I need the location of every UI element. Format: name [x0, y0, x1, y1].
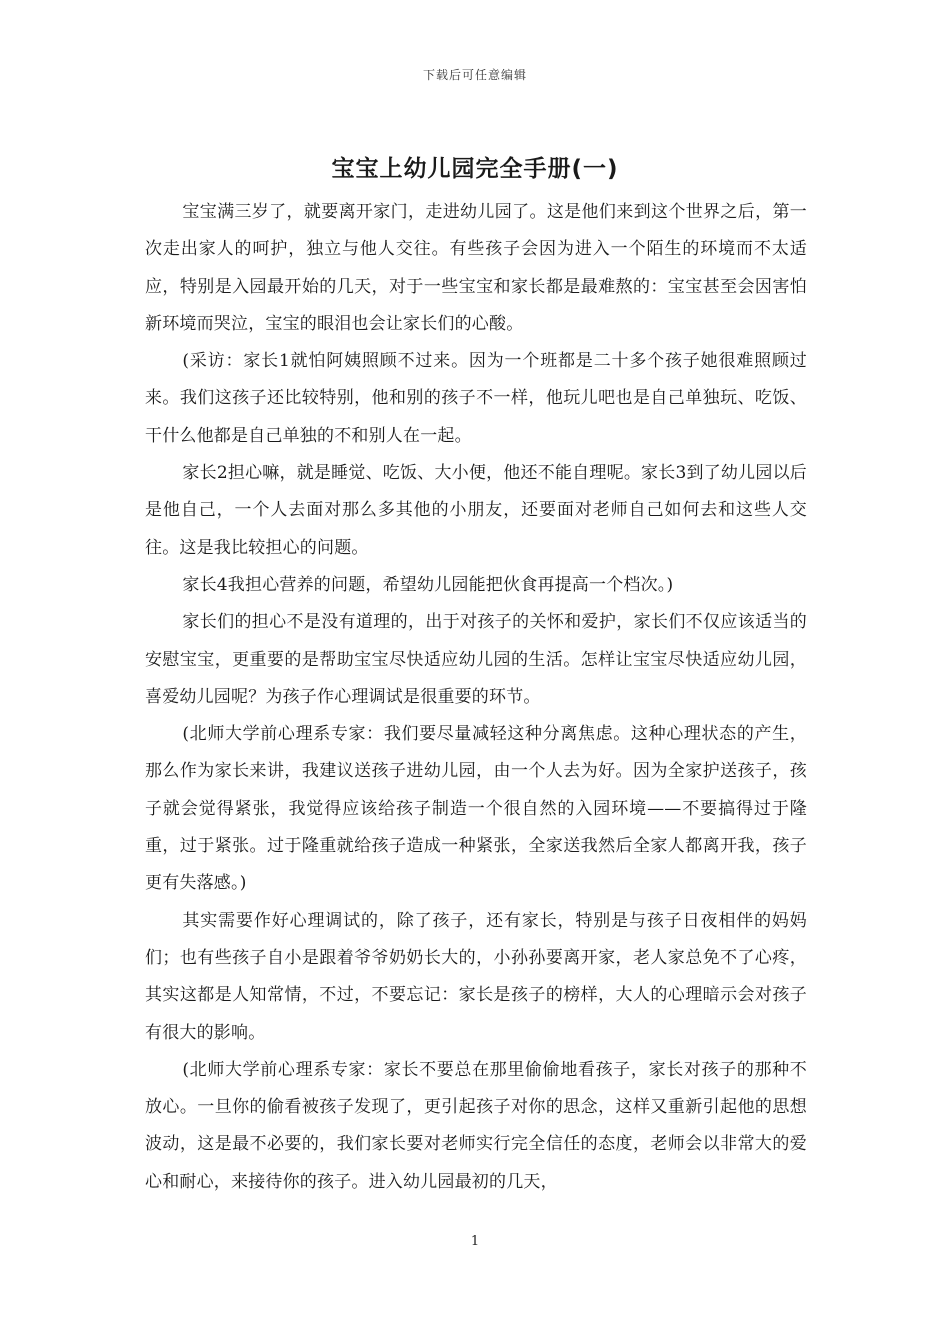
header-note: 下载后可任意编辑 — [422, 68, 527, 82]
page-title: 宝宝上幼儿园完全手册(一) — [331, 156, 619, 182]
paragraph: 其实需要作好心理调试的，除了孩子，还有家长，特别是与孩子日夜相伴的妈妈们；也有些孩子自小是跟着爷爷奶奶长大的，小孙孙要离开家，老人家总免不了心疼，其实这都是人知常情，不过，不要忘记：家长是孩子的榜样，大人的心理暗示会对孩子有很大的影响。 — [145, 910, 807, 1043]
paragraph: 家长们的担心不是没有道理的，出于对孩子的关怀和爱护，家长们不仅应该适当的安慰宝宝，更重要的是帮助宝宝尽快适应幼儿园的生活。怎样让宝宝尽快适应幼儿园，喜爱幼儿园呢？为孩子作心理调试是很重要的环节。 — [145, 612, 807, 707]
paragraph: (北师大学前心理系专家：我们要尽量减轻这种分离焦虑。这种心理状态的产生，那么作为家长来讲，我建议送孩子进幼儿园，由一个人去为好。因为全家护送孩子，孩子就会觉得紧张，我觉得应该给孩子制造一个很自然的入园环境——不要搞得过于隆重，过于紧张。过于隆重就给孩子造成一种紧张，全家送我然后全家人都离开我，孩子更有失落感。) — [145, 724, 807, 894]
page-number: 1 — [470, 1234, 480, 1249]
document-body — [145, 194, 807, 1201]
paragraph: 家长4我担心营养的问题，希望幼儿园能把伙食再提高一个档次。) — [182, 574, 674, 595]
paragraph: (采访：家长1就怕阿姨照顾不过来。因为一个班都是二十多个孩子她很难照顾过来。我们这孩子还比较特别，他和别的孩子不一样，他玩儿吧也是自己单独玩、吃饭、干什么他都是自己单独的不和别人在一起。 — [145, 351, 807, 446]
paragraph: (北师大学前心理系专家：家长不要总在那里偷偷地看孩子，家长对孩子的那种不放心。一旦你的偷看被孩子发现了，更引起孩子对你的思念，这样又重新引起他的思想波动，这是最不必要的，我们家长要对老师实行完全信任的态度，老师会以非常大的爱心和耐心，来接待你的孩子。进入幼儿园最初的几天， — [145, 1059, 807, 1192]
paragraph: 家长2担心嘛，就是睡觉、吃饭、大小便，他还不能自理呢。家长3到了幼儿园以后是他自己，一个人去面对那么多其他的小朋友，还要面对老师自己如何去和这些人交往。这是我比较担心的问题。 — [145, 463, 807, 558]
paragraph: 宝宝满三岁了，就要离开家门，走进幼儿园了。这是他们来到这个世界之后，第一次走出家人的呵护，独立与他人交往。有些孩子会因为进入一个陌生的环境而不太适应，特别是入园最开始的几天，对于一些宝宝和家长都是最难熬的：宝宝甚至会因害怕新环境而哭泣，宝宝的眼泪也会让家长们的心酸。 — [145, 202, 807, 334]
